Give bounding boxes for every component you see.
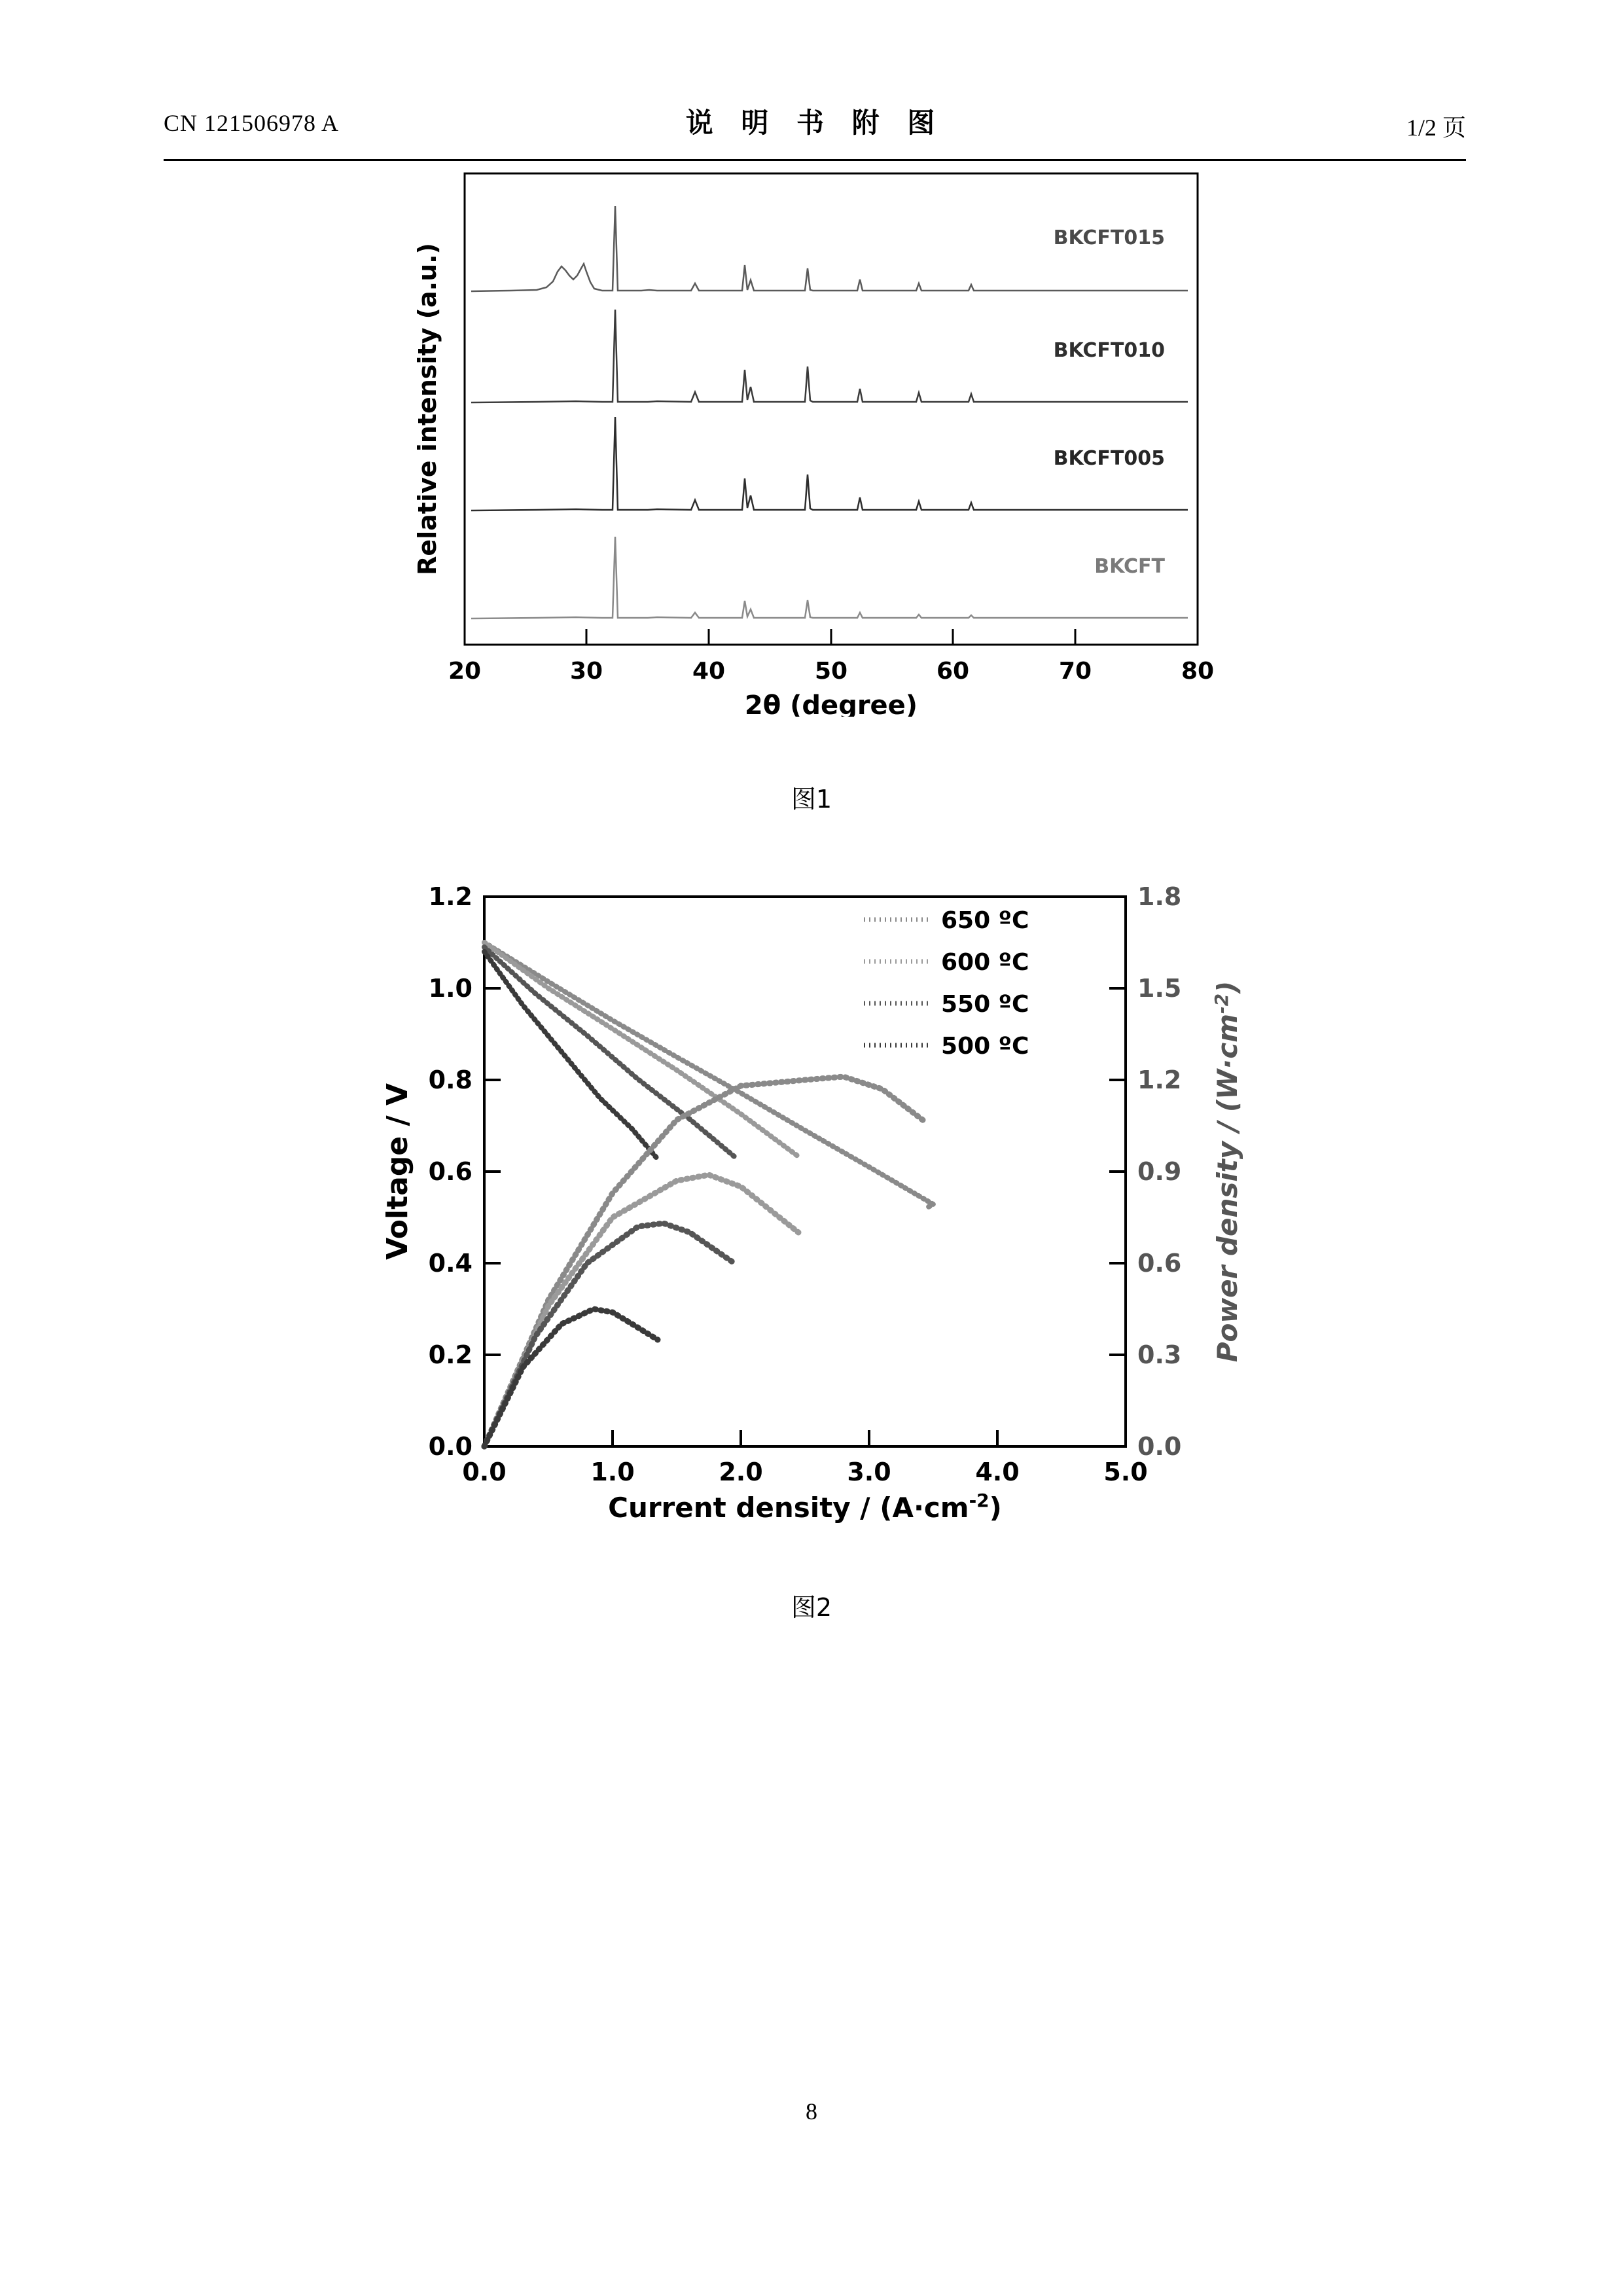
x-axis-ticks — [484, 1430, 1126, 1446]
voltage-curve-550c — [484, 947, 734, 1157]
figure-1-caption: 图1 — [791, 785, 832, 814]
legend-label-550: 550 ºC — [941, 991, 1029, 1018]
xrd-trace-label: BKCFT005 — [1053, 447, 1165, 470]
x-axis-title: Current density / $(A\cdot cm^{-2})$ — [608, 1490, 1002, 1524]
chart-legend — [864, 907, 1029, 1060]
xrd-trace-bkcft005 — [471, 417, 1188, 511]
voltage-curve-600c — [484, 942, 798, 1157]
iv-power-svg — [366, 870, 1283, 1525]
y-tick-label: 0.6 — [1137, 1249, 1182, 1278]
xrd-svg — [406, 167, 1224, 717]
xrd-trace-label: BKCFT010 — [1053, 339, 1165, 362]
x-tick-labels — [448, 658, 1214, 685]
page-number: 8 — [806, 2098, 817, 2125]
x-tick-label: 0.0 — [462, 1458, 507, 1486]
y-tick-label: 1.0 — [428, 974, 473, 1003]
x-tick-label: 60 — [936, 658, 970, 685]
y-axis-left-labels — [429, 882, 473, 1461]
x-tick-labels — [462, 1458, 1147, 1486]
plot-frame — [484, 897, 1126, 1446]
xrd-trace-bkcft015 — [471, 206, 1188, 291]
figure-1-xrd-chart — [406, 167, 1224, 717]
y-tick-label: 1.2 — [428, 882, 473, 911]
y-axis-right-ticks — [1109, 897, 1126, 1446]
x-tick-label: 1.0 — [590, 1458, 635, 1486]
y-axis-left-ticks — [484, 897, 501, 1446]
xrd-trace-label: BKCFT015 — [1053, 226, 1165, 249]
power-curve-550c — [484, 1223, 734, 1446]
xrd-trace-bkcft010 — [471, 310, 1188, 403]
xrd-trace-bkcft — [471, 537, 1188, 619]
page-header — [164, 101, 1466, 160]
x-axis-title: 2θ (degree) — [744, 691, 918, 717]
y-tick-label: 0.9 — [1137, 1157, 1182, 1186]
voltage-curve-650c — [484, 942, 933, 1208]
legend-label-600: 600 ºC — [941, 949, 1029, 976]
figure-2-caption: 图2 — [791, 1593, 832, 1622]
legend-label-650: 650 ºC — [941, 907, 1029, 934]
y-tick-label: 1.2 — [1137, 1066, 1182, 1094]
y-tick-label: 0.0 — [428, 1432, 473, 1461]
x-tick-label: 50 — [814, 658, 848, 685]
header-divider — [164, 159, 1466, 161]
y-axis-right-title: Power density / $(W\cdot cm^{-2})$ — [1211, 980, 1243, 1363]
x-tick-label: 5.0 — [1103, 1458, 1148, 1486]
legend-label-500: 500 ºC — [941, 1033, 1029, 1060]
y-tick-label: 0.6 — [428, 1157, 473, 1186]
page-indicator: 1/2 页 — [1406, 115, 1466, 141]
y-tick-label: 0.3 — [1137, 1340, 1182, 1369]
y-axis-right-labels — [1137, 882, 1181, 1461]
page-title: 说 明 书 附 图 — [685, 107, 944, 139]
x-tick-label: 30 — [569, 658, 603, 685]
xrd-trace-label: BKCFT — [1094, 555, 1165, 578]
x-tick-label: 40 — [692, 658, 726, 685]
publication-number: CN 121506978 A — [164, 110, 340, 136]
y-tick-label: 0.0 — [1137, 1432, 1182, 1461]
y-axis-title: Relative intensity (a.u.) — [413, 243, 442, 575]
x-tick-label: 3.0 — [847, 1458, 891, 1486]
voltage-curve-500c — [484, 952, 658, 1159]
x-tick-label: 20 — [448, 658, 482, 685]
y-axis-left-title: Voltage / V — [381, 1083, 414, 1260]
y-tick-label: 0.2 — [428, 1340, 473, 1369]
x-axis-ticks — [465, 629, 1198, 645]
y-tick-label: 0.8 — [428, 1066, 473, 1094]
y-tick-label: 1.5 — [1137, 974, 1182, 1003]
figure-2-iv-power-chart — [366, 870, 1283, 1525]
x-tick-label: 4.0 — [975, 1458, 1020, 1486]
power-curve-500c — [484, 1309, 658, 1446]
x-tick-label: 2.0 — [719, 1458, 763, 1486]
power-curve-600c — [484, 1175, 798, 1446]
y-tick-label: 1.8 — [1137, 882, 1182, 911]
x-tick-label: 70 — [1058, 658, 1092, 685]
x-tick-label: 80 — [1181, 658, 1215, 685]
y-tick-label: 0.4 — [428, 1249, 473, 1278]
